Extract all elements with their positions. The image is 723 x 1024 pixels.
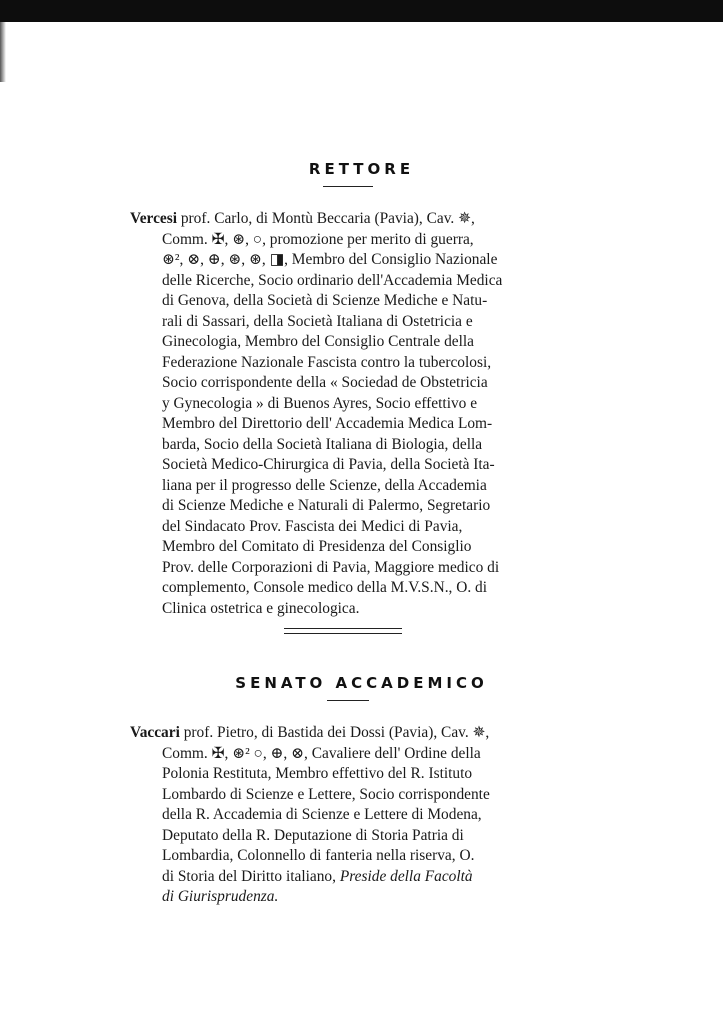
entry-name: Vercesi (130, 210, 178, 227)
senato-heading: SENATO ACCADEMICO (235, 674, 488, 692)
entry-line (130, 867, 560, 888)
heading-rule (323, 186, 373, 187)
entry-first-line (130, 723, 560, 744)
entry-line: Socio corrispondente della « Sociedad de Obstetricia (162, 374, 488, 391)
entry-line: barda, Socio della Società Italiana di Biologia, della (162, 435, 483, 453)
entry-line: delle Ricerche, Socio ordinario dell'Accademia Medica (162, 271, 503, 289)
entry-line (130, 887, 560, 908)
entry-text: prof. Pietro, di Bastida dei Dossi (Pavia), Cav. ✵, (179, 724, 490, 741)
entry-line: liana per il progresso delle Scienze, della Accademia (162, 476, 487, 494)
entry-line: Società Medico-Chirurgica di Pavia, della Società Ita- (162, 456, 495, 473)
entry-line: rali di Sassari, della Società Italiana di Ostetricia e (162, 312, 473, 330)
entry-italic: di Giurisprudenza. (162, 888, 279, 905)
entry-line: Lombardia, Colonnello di fanteria nella riserva, O. (162, 847, 475, 864)
entry-text: prof. Carlo, di Montù Beccaria (Pavia), Cav. ✵, (177, 210, 475, 227)
senato-entry (130, 723, 560, 908)
entry-line: ⊛², ⊗, ⊕, ⊛, ⊛, ◨, Membro del Consiglio Nazionale (162, 251, 498, 268)
entry-line: Lombardo di Scienze e Lettere, Socio corrispondente (162, 785, 490, 803)
rettore-entry (130, 209, 560, 619)
entry-italic: Preside della Facoltà (335, 867, 473, 885)
rettore-heading: RETTORE (308, 160, 415, 178)
entry-line: del Sindacato Prov. Fascista dei Medici di Pavia, (162, 517, 463, 535)
entry-line: complemento, Console medico della M.V.S.N., O. di (162, 579, 488, 596)
entry-line: Comm. ✠, ⊛, ○, promozione per merito di guerra, (162, 230, 474, 248)
entry-line: Polonia Restituta, Membro effettivo del R. Istituto (162, 765, 473, 782)
entry-line: di Scienze Mediche e Naturali di Palermo, Segretario (162, 497, 491, 514)
entry-line: Membro del Comitato di Presidenza del Consiglio (162, 538, 472, 555)
entry-line: Prov. delle Corporazioni di Pavia, Maggiore medico di (162, 558, 500, 576)
entry-line: Deputato della R. Deputazione di Storia Patria di (162, 826, 464, 844)
section-divider (284, 628, 402, 634)
entry-text: di Storia del Diritto italiano, (162, 867, 336, 885)
entry-first-line (130, 209, 560, 230)
entry-line: Ginecologia, Membro del Consiglio Centrale della (162, 333, 475, 350)
heading-rule (327, 700, 369, 701)
entry-line: della R. Accademia di Scienze e Lettere di Modena, (162, 806, 482, 823)
entry-line: Comm. ✠, ⊛² ○, ⊕, ⊗, Cavaliere dell' Ordine della (162, 744, 481, 762)
entry-line: Clinica ostetrica e ginecologica. (162, 599, 360, 617)
entry-line: Membro del Direttorio dell' Accademia Medica Lom- (162, 415, 493, 432)
entry-line: y Gynecologia » di Buenos Ayres, Socio effettivo e (162, 394, 478, 412)
entry-name: Vaccari (130, 724, 180, 741)
entry-line: di Genova, della Società di Scienze Mediche e Natu- (162, 292, 488, 309)
entry-line: Federazione Nazionale Fascista contro la tubercolosi, (162, 353, 492, 371)
